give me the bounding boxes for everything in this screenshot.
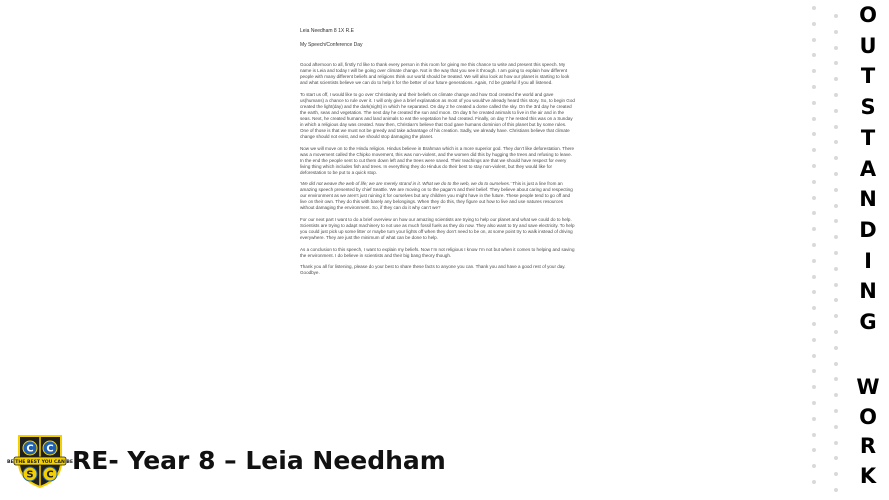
decorative-dot	[834, 441, 838, 445]
decorative-dot	[812, 385, 816, 389]
paragraph-hinduism: Now we will move on to the Hindu religion. Hindus believe in Brahman which is a more superior god. They don’t like deforestation. There was a movement called the Chipko movement, this was non-violent, and the women did this by hugging the trees and refusing to leave. In the end the people sent to cut them down left and the trees were saved. Their teachings are that we should have respect for every living thing which includes fish and trees. In everything they do Hindus do their best to stay non-violent, but they would like for deforestation to be put to a quick stop.	[300, 145, 575, 175]
banner-letter: T	[860, 125, 876, 150]
paragraph-christianity: To start us off, I would like to go over Christianity and their beliefs on climate change and how God created the world and gave us(humans) a chance to rule over it. I will only give a brief explanation as most of you would’ve already heard this story. So, to begin God created the light(day) and the dark(night) in which he separated. On day 2 he created a dome called the sky. On the 3rd day he created the earth, seas and vegetation. The next day he created the sun and moon. On day 5 he created animals to live in the air and in the seas. Next, he created humans and land animals to eat the vegetation he had created. Finally, on day 7 he rested this was on a Sunday in which a religious day was created. Now then, Christian’s believe that God gave humans dominion of this planet but by some rules. One of those is that we must not be greedy and take advantage of his creation. Sadly, we already have. Christians believe that climate change should not exist, and we should stop damaging the planet.	[300, 91, 575, 140]
decorative-dot	[812, 132, 816, 136]
paragraph-science: For our next part I want to do a brief overview on how our amazing scientists are trying to help our planet and what we could do to help. Scientists are trying to adapt machinery to not use as much fossil fuels as they do now. They also want to try and save electricity. To help you could just pick up some litter or maybe turn your lights off when they don’t need to be on, at some point try to walk instead of driving everywhere. They are just the minimum of what can be done to help.	[300, 217, 575, 241]
banner-letter: N	[859, 187, 877, 212]
banner-letter: G	[859, 310, 877, 334]
decorative-dot	[834, 346, 838, 350]
quote-chief-seattle: ‘We did not weave the web of life; we are merely strand in it. What we do to the web, we do to ourselves.’	[300, 181, 512, 187]
badge-letter-3: S	[26, 469, 34, 481]
decorative-dot	[834, 377, 838, 381]
decorative-dots-left	[809, 0, 821, 500]
decorative-dot	[812, 259, 816, 263]
decorative-dot	[812, 401, 816, 405]
decorative-dot	[834, 425, 838, 429]
paragraph-pagan-text: This is just a line from an amazing speech presented by chief Seattle. We are moving on to the pagan’s and their belief. They believe about caring and respecting our environment as we aren’t just ruining it for ourselves but any children you might have in the future. These people tend to go off and live on their own. They do this with barely any belongings. When they do this, they figure out how to live and use natures resources without damaging the environment. So, if they can do it why can’t we?	[300, 181, 573, 211]
decorative-dot	[812, 38, 816, 42]
badge-letter-2: C	[46, 443, 54, 455]
decorative-dot	[812, 117, 816, 121]
decorative-dot	[812, 164, 816, 168]
banner-letter: A	[859, 156, 877, 181]
decorative-dot	[812, 369, 816, 373]
decorative-dot	[812, 227, 816, 231]
decorative-dot	[812, 322, 816, 326]
decorative-dot	[834, 488, 838, 492]
decorative-dot	[812, 275, 816, 279]
decorative-dot	[812, 433, 816, 437]
banner-letter: T	[860, 64, 876, 89]
banner-letter: S	[860, 95, 876, 120]
decorative-dot	[812, 338, 816, 342]
decorative-dot	[834, 235, 838, 239]
decorative-dot	[812, 211, 816, 215]
decorative-dot	[834, 283, 838, 287]
decorative-dot	[834, 125, 838, 129]
banner-letter: U	[859, 33, 877, 58]
decorative-dot	[834, 409, 838, 413]
decorative-dot	[834, 14, 838, 18]
decorative-dot	[812, 464, 816, 468]
decorative-dot	[834, 298, 838, 302]
decorative-dot	[812, 22, 816, 26]
paragraph-pagan	[300, 181, 576, 211]
decorative-dot	[834, 109, 838, 113]
banner-letter: R	[859, 434, 877, 458]
decorative-dot	[812, 448, 816, 452]
decorative-dot	[812, 354, 816, 358]
decorative-dot	[834, 456, 838, 460]
decorative-dot	[812, 101, 816, 105]
badge-letter-4: C	[46, 469, 54, 481]
banner-letter: O	[859, 404, 877, 429]
badge-motto: BE THE BEST YOU CAN BE	[6, 460, 74, 465]
decorative-dot	[834, 156, 838, 160]
decorative-dot	[812, 53, 816, 57]
document-author-line: Leia Needham 8 1X R.E	[300, 28, 354, 34]
decorative-dot	[834, 314, 838, 318]
decorative-dot	[834, 393, 838, 397]
decorative-dot	[812, 417, 816, 421]
decorative-dot	[812, 243, 816, 247]
banner-letter: N	[859, 279, 877, 304]
badge-letter-1: C	[26, 443, 34, 455]
decorative-dot	[812, 480, 816, 484]
decorative-dot	[834, 362, 838, 366]
decorative-dot	[834, 267, 838, 271]
decorative-dot	[834, 472, 838, 476]
slide-title: RE- Year 8 – Leia Needham	[72, 446, 446, 475]
decorative-dot	[834, 188, 838, 192]
decorative-dot	[834, 330, 838, 334]
paragraph-intro: Good afternoon to all, firstly I’d like to thank every person in this room for giving me this chance to write and present this speech. My name is Leia and today I will be going over climate change. Not in the way that you see it through. I am going to explain how different people with many different beliefs and religions think our world should be treated. We will also look at how our planet is starting to look and what scientists believe we can do to help it for the better of our future generations. Again, I’d be grateful if you all listened.	[300, 62, 570, 86]
decorative-dot	[834, 30, 838, 34]
decorative-dot	[812, 196, 816, 200]
paragraph-conclusion: As a conclusion to this speech, I want to explain my beliefs. Now I’m not religious I know I’m not but when it comes to helping and saving the environment. I do believe in scientists and their big bang theory though.	[300, 246, 575, 258]
banner-letter: D	[859, 217, 877, 242]
paragraph-thanks: Thank you all for listening, please do your best to share these facts to anyone you can. Thank you and have a good rest of your day. Goodbye.	[300, 264, 566, 276]
banner-letter: K	[859, 463, 877, 488]
document-subtitle: My Speech/Conference Day	[300, 42, 363, 48]
banner-letter: I	[864, 248, 872, 273]
decorative-dot	[812, 85, 816, 89]
decorative-dot	[834, 140, 838, 144]
decorative-dot	[812, 180, 816, 184]
decorative-dot	[834, 93, 838, 97]
decorative-dot	[834, 77, 838, 81]
decorative-dot	[812, 306, 816, 310]
decorative-dot	[834, 251, 838, 255]
document-page	[300, 28, 576, 282]
decorative-dot	[834, 204, 838, 208]
decorative-dot	[834, 61, 838, 65]
decorative-dot	[834, 46, 838, 50]
decorative-dot	[834, 219, 838, 223]
decorative-dot	[834, 172, 838, 176]
decorative-dots-middle	[831, 0, 843, 500]
decorative-dot	[812, 290, 816, 294]
decorative-dot	[812, 148, 816, 152]
decorative-dot	[812, 69, 816, 73]
banner-letter: O	[859, 3, 877, 27]
decorative-dot	[812, 6, 816, 10]
banner-letter: W	[856, 375, 880, 399]
school-badge-logo	[6, 433, 74, 489]
